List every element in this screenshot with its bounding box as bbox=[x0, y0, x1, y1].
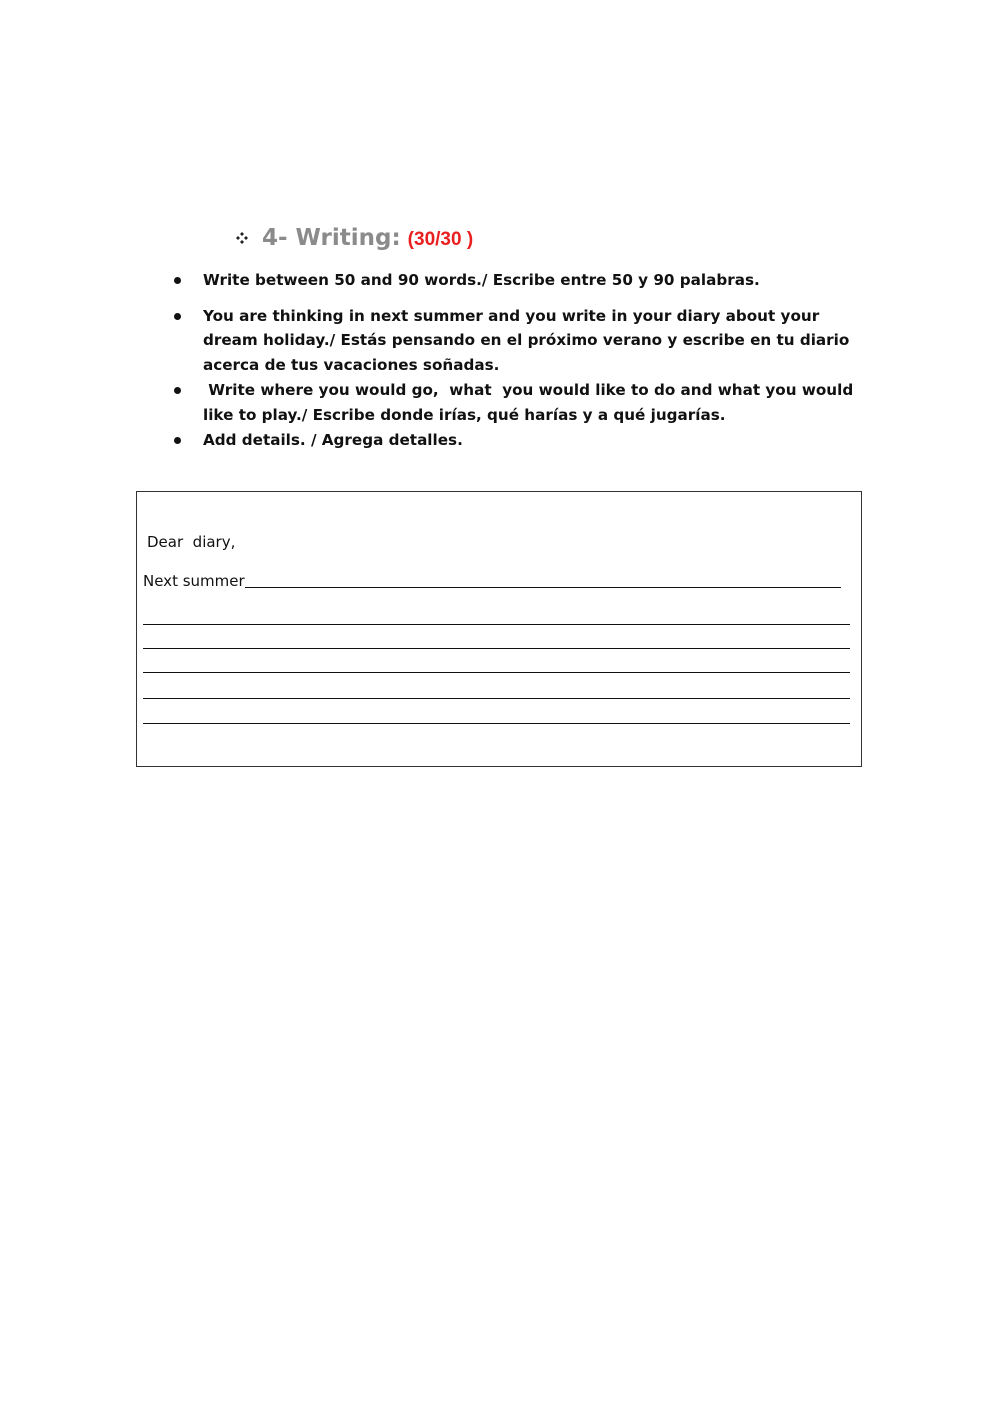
writing-line[interactable] bbox=[143, 698, 850, 699]
diary-greeting: Dear diary, bbox=[147, 533, 236, 551]
first-writing-line[interactable] bbox=[143, 571, 841, 591]
writing-box bbox=[136, 491, 862, 767]
instruction-item bbox=[170, 268, 860, 293]
first-line-label: Next summer bbox=[143, 572, 245, 590]
instruction-text: Add details. / Agrega detalles. bbox=[203, 431, 463, 449]
bullet-icon bbox=[174, 387, 181, 394]
writing-line[interactable] bbox=[143, 723, 850, 724]
diamond-bullet-icon bbox=[234, 230, 250, 246]
section-score: (30/30 ) bbox=[407, 229, 474, 250]
instruction-item bbox=[170, 428, 860, 453]
bullet-icon bbox=[174, 437, 181, 444]
instruction-item bbox=[170, 304, 860, 378]
bullet-icon bbox=[174, 313, 181, 320]
instruction-text: You are thinking in next summer and you write in your diary about your dream holiday./ Estás pensando en el próximo verano y escribe en tu diario acerca de tus vacaciones soñadas. bbox=[203, 306, 850, 374]
writing-line[interactable] bbox=[143, 648, 850, 649]
writing-line[interactable] bbox=[143, 624, 850, 625]
first-line-rule[interactable] bbox=[245, 587, 841, 588]
section-heading bbox=[234, 223, 473, 253]
instruction-text: Write between 50 and 90 words./ Escribe entre 50 y 90 palabras. bbox=[203, 271, 760, 289]
section-title: 4- Writing: bbox=[262, 225, 401, 251]
instruction-text: Write where you would go, what you would like to do and what you would like to play./ Escribe donde irías, qué harías y a qué jugarías. bbox=[203, 381, 859, 424]
instruction-list bbox=[170, 268, 860, 453]
bullet-icon bbox=[174, 277, 181, 284]
instruction-item bbox=[170, 378, 860, 427]
writing-line[interactable] bbox=[143, 672, 850, 673]
